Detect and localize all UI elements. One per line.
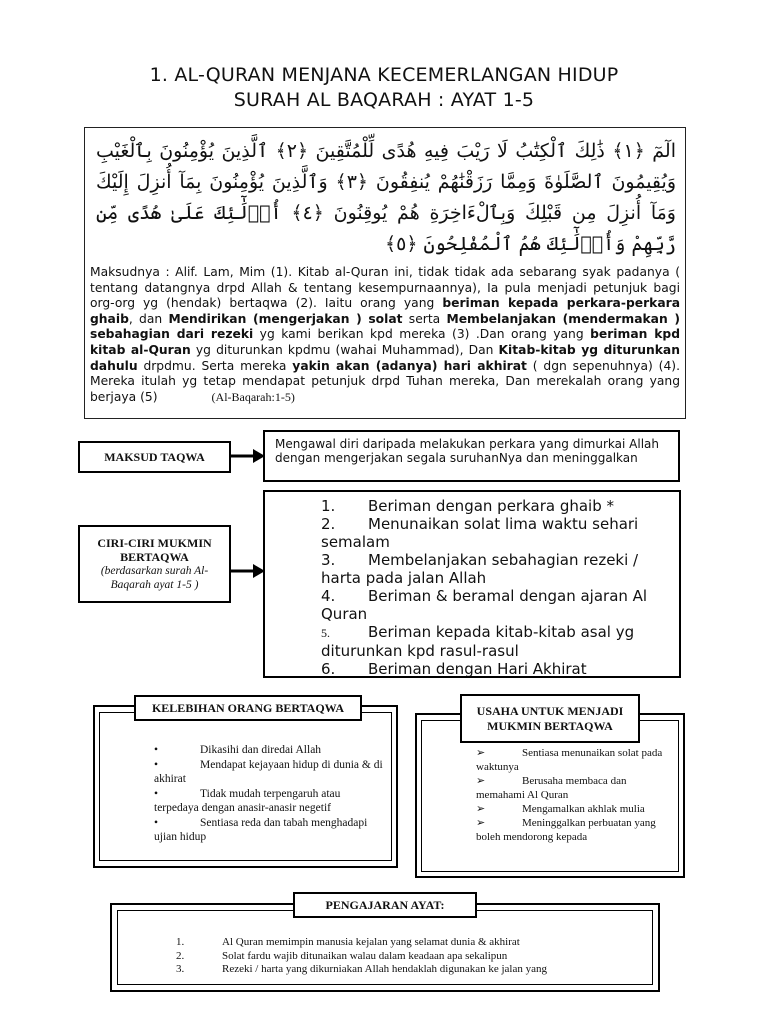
list-text: Al Quran memimpin manusia kejalan yang selamat dunia & akhirat xyxy=(222,936,520,948)
bullet-icon: • xyxy=(154,816,159,829)
usaha-label: USAHA UNTUK MENJADI MUKMIN BERTAQWA xyxy=(460,694,640,743)
translation-segment: Maksudnya : Alif. Lam, Mim (1). Kitab al-Quran ini, tidak tidak ada sebarang syak padanya ( tentang datangnya drpd Allah & tentang kesempurnaannya), Ia pula menjadi petunjuk bagi org-org yg (hendak) bertaqwa (2). Iaitu orang yang xyxy=(90,265,680,311)
list-text: Beriman dengan perkara ghaib * xyxy=(368,497,615,515)
list-number: 4. xyxy=(321,587,336,605)
list-number: 2. xyxy=(176,949,185,962)
translation-highlight: beriman kepada perkara-perkara ghaib xyxy=(90,296,680,326)
translation-segment: yg kami berikan kpd mereka (3) .Dan orang yang xyxy=(253,327,591,342)
list-item xyxy=(321,587,665,623)
list-text: Membelanjakan sebahagian rezeki / harta pada jalan Allah xyxy=(321,551,639,587)
page-title-line1: 1. AL-QURAN MENJANA KECEMERLANGAN HIDUP xyxy=(149,64,619,86)
kelebihan-label: KELEBIHAN ORANG BERTAQWA xyxy=(134,695,362,721)
arrow-bullet-icon: ➢ xyxy=(476,803,486,815)
list-text: Sentiasa reda dan tabah menghadapi ujian hidup xyxy=(154,816,368,843)
list-item xyxy=(321,623,665,660)
list-item xyxy=(476,816,676,844)
taqwa-definition-line1: Mengawal diri daripada melakukan perkara yang dimurkai Allah xyxy=(275,437,659,451)
translation-segment: drpdmu. Serta mereka xyxy=(137,358,293,373)
list-item xyxy=(476,774,676,802)
list-text: Sentiasa menunaikan solat pada waktunya xyxy=(476,747,663,773)
arrow-right-icon xyxy=(231,563,265,579)
maksud-taqwa-box xyxy=(263,430,680,482)
list-text: Mendapat kejayaan hidup di dunia & di akhirat xyxy=(154,758,383,785)
list-item xyxy=(476,746,676,774)
translation-highlight: beriman kpd kitab al-Quran xyxy=(90,327,680,357)
translation-highlight: Mendirikan (mengerjakan ) solat xyxy=(168,311,403,326)
pengajaran-label: PENGAJARAN AYAT: xyxy=(293,892,477,918)
list-number: 3. xyxy=(176,963,185,975)
arrow-bullet-icon: ➢ xyxy=(476,747,486,759)
list-item xyxy=(321,660,665,678)
list-item xyxy=(154,743,386,758)
translation-highlight: yakin akan (adanya) hari akhirat xyxy=(292,358,527,373)
usaha-list xyxy=(476,746,676,844)
translation-segment: , dan xyxy=(128,311,169,326)
translation-segment: serta xyxy=(402,311,447,326)
pengajaran-list xyxy=(176,936,646,982)
list-text: Menunaikan solat lima waktu sehari semalam xyxy=(321,515,639,551)
list-number: 1. xyxy=(176,936,185,948)
arabic-verse-text: الٓمٓ ﴿١﴾ ذَٰلِكَ ٱلْكِتَٰبُ لَا رَيْبَ فِيهِ هُدًى لِّلْمُتَّقِينَ ﴿٢﴾ ٱلَّذِينَ يُؤْمِنُونَ بِٱلْغَيْبِ وَيُقِيمُونَ ٱلصَّلَوٰةَ وَمِمَّا رَزَقْنَٰهُمْ يُنفِقُونَ ﴿٣﴾ وَٱلَّذِينَ يُؤْمِنُونَ بِمَآ أُنزِلَ إِلَيْكَ وَمَآ أُنزِلَ مِن قَبْلِكَ وَبِٱلْءَاخِرَةِ هُمْ يُوقِنُونَ ﴿٤﴾ أُو۟لَٰٓئِكَ عَلَىٰ هُدًى مِّن رَّبِّهِمْ وَأُو۟لَٰٓئِكَ هُمُ ٱلْمُفْلِحُونَ ﴿٥﴾ xyxy=(96,140,677,255)
list-number: 1. xyxy=(321,497,336,515)
bullet-icon: • xyxy=(154,787,159,800)
translation-highlight: Membelanjakan (mendermakan ) sebahagian dari rezeki xyxy=(90,311,680,342)
list-text: Tidak mudah terpengaruh atau terpedaya dengan anasir-anasir negetif xyxy=(154,787,341,814)
list-item xyxy=(154,816,386,845)
arrow-bullet-icon: ➢ xyxy=(476,817,486,829)
ciri-ciri-sublabel: (berdasarkan surah Al-Baqarah ayat 1-5 ) xyxy=(100,565,209,591)
arrow-right-icon xyxy=(231,448,265,464)
taqwa-definition-line2: dengan mengerjakan segala suruhanNya dan meninggalkan xyxy=(275,451,638,465)
translation-text xyxy=(90,265,680,405)
list-number: 2. xyxy=(321,515,336,533)
page-title-line2: SURAH AL BAQARAH : AYAT 1-5 xyxy=(233,89,535,111)
list-number: 6. xyxy=(321,660,336,678)
list-item xyxy=(321,497,665,515)
list-text: Mengamalkan akhlak mulia xyxy=(522,803,645,815)
ciri-ciri-label: CIRI-CIRI MUKMIN BERTAQWA xyxy=(97,536,212,564)
bullet-icon: • xyxy=(154,758,159,771)
maksud-taqwa-label: MAKSUD TAQWA xyxy=(78,441,231,473)
list-text: Beriman dengan Hari Akhirat xyxy=(368,660,587,678)
kelebihan-list xyxy=(154,743,386,845)
list-text: Berusaha membaca dan memahami Al Quran xyxy=(476,775,627,801)
ciri-ciri-list-box xyxy=(263,490,681,678)
list-item xyxy=(321,515,665,551)
ciri-ciri-label-box xyxy=(78,525,231,603)
list-item xyxy=(176,963,646,977)
bullet-icon: • xyxy=(154,744,159,756)
list-text: Dikasihi dan diredai Allah xyxy=(200,744,322,756)
translation-segment: ( dgn sepenuhnya) (4). Mereka itulah yg tetap mendapat petunjuk drpd Tuhan mereka, Dan merekalah orang yang berjaya (5) xyxy=(90,358,680,404)
list-text: Beriman kepada kitab-kitab asal yg diturunkan kpd rasul-rasul xyxy=(321,623,635,660)
translation-highlight: Kitab-kitab yg diturunkan dahulu xyxy=(90,342,680,373)
list-text: Meninggalkan perbuatan yang boleh mendorong kepada xyxy=(476,817,656,843)
arrow-bullet-icon: ➢ xyxy=(476,775,486,787)
list-text: Rezeki / harta yang dikurniakan Allah hendaklah digunakan ke jalan yang xyxy=(222,963,547,975)
list-text: Solat fardu wajib ditunaikan walau dalam keadaan apa sekalipun xyxy=(222,949,508,962)
list-item xyxy=(176,950,646,964)
list-number: 3. xyxy=(321,551,336,569)
surah-reference: (Al-Baqarah:1-5) xyxy=(211,389,295,404)
list-item xyxy=(321,551,665,587)
list-item xyxy=(154,787,386,816)
list-number: 5. xyxy=(321,626,330,640)
list-text: Beriman & beramal dengan ajaran Al Quran xyxy=(321,587,648,623)
list-item xyxy=(476,802,676,816)
list-item xyxy=(154,758,386,787)
translation-segment: yg diturunkan kpdmu (wahai Muhammad), Dan xyxy=(190,342,499,357)
list-item xyxy=(176,936,646,950)
